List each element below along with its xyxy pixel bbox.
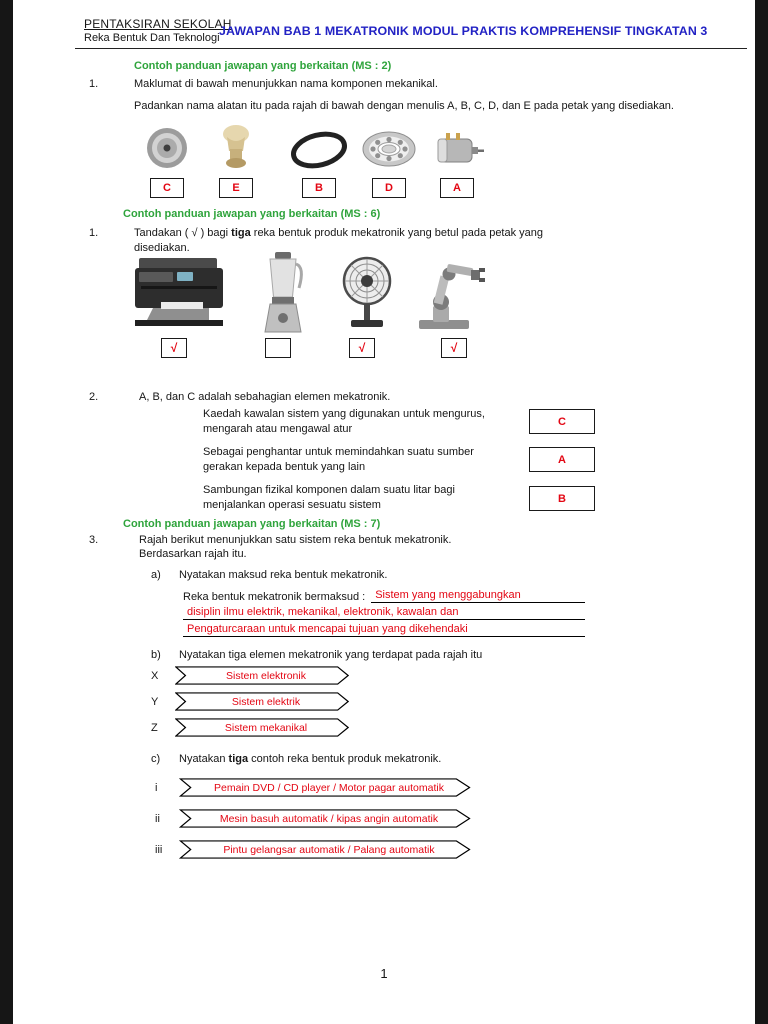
match-item-knob	[199, 121, 273, 198]
ms2-heading: Contoh panduan jawapan yang berkaitan (MS : 2)	[134, 60, 392, 72]
q3a-answer-block	[183, 587, 585, 637]
school-block	[84, 17, 232, 44]
ms2-answer-box-2	[219, 178, 253, 198]
ms2-answer-box-4	[372, 178, 406, 198]
q3c-answer-banner-i	[179, 778, 471, 797]
ms2-answer-1: C	[163, 182, 171, 194]
ms2-q1-number: 1.	[89, 78, 99, 90]
q3b-answer-banner-z	[175, 718, 349, 737]
ms2-answer-box-3	[302, 178, 336, 198]
q3b-answer-banner-y	[175, 692, 349, 711]
document-title: JAWAPAN BAB 1 MEKATRONIK MODUL PRAKTIS KOMPREHENSIF TINGKATAN 3	[219, 24, 708, 38]
q3c-label: c)	[151, 753, 161, 765]
ms6-check-1: √	[170, 341, 178, 355]
q2-answer-box-2	[529, 447, 595, 472]
q3b-answer-banner-x	[175, 666, 349, 685]
q2-answer-3: B	[558, 492, 566, 505]
ms2-answer-4: D	[385, 182, 393, 194]
q2-answer-box-1	[529, 409, 595, 434]
q2-answer-2: A	[558, 453, 566, 466]
q3a-answer-line-3: Pengaturcaraan untuk mencapai tujuan yang dikehendaki	[183, 620, 585, 637]
q3c-answer-banner-iii	[179, 840, 471, 859]
school-name: PENTAKSIRAN SEKOLAH	[84, 17, 232, 31]
ms2-answer-box-5	[440, 178, 474, 198]
q3b-item-label-x: X	[151, 670, 159, 682]
printer-image	[131, 252, 231, 339]
q3c-text-bold: tiga	[228, 753, 249, 765]
q3a-label: a)	[151, 569, 161, 581]
page-number: 1	[380, 966, 388, 981]
q2-answer-box-3	[529, 486, 595, 511]
belt-o-ring-image	[288, 121, 350, 171]
q2-statement-1: Kaedah kawalan sistem yang digunakan untuk mengurus, mengarah atau mengawal atur	[203, 408, 485, 435]
q3a-text: Nyatakan maksud reka bentuk mekatronik.	[179, 569, 388, 581]
q3-text-line2: Berdasarkan rajah itu.	[139, 548, 247, 560]
ms6-q1-number: 1.	[89, 227, 99, 239]
q3b-item-label-y: Y	[151, 696, 159, 708]
blender-image	[257, 250, 309, 341]
q3b-label: b)	[151, 649, 161, 661]
match-item-bearing	[352, 121, 426, 198]
ms2-answer-3: B	[315, 182, 323, 194]
ms6-q1-text	[134, 226, 554, 255]
q3c-answer-ii: Mesin basuh automatik / kipas angin automatik	[219, 812, 439, 825]
q3c-item-label-ii: ii	[155, 813, 160, 825]
q3c-answer-iii: Pintu gelangsar automatik / Palang automatik	[223, 843, 435, 856]
q3c-item-label-iii: iii	[155, 844, 163, 856]
q3c-answer-banner-ii	[179, 809, 471, 828]
knob-handle-image	[213, 121, 259, 171]
ms2-q1-text: Maklumat di bawah menunjukkan nama komponen mekanikal.	[134, 78, 438, 90]
ms2-answer-5: A	[453, 182, 461, 194]
match-item-belt	[282, 121, 356, 198]
ms6-heading: Contoh panduan jawapan yang berkaitan (MS : 6)	[123, 208, 381, 220]
q3c-text-pre: Nyatakan	[179, 753, 229, 765]
ms2-answer-box-1	[150, 178, 184, 198]
ms6-checkbox-1	[161, 338, 187, 358]
ball-bearing-image	[360, 121, 418, 171]
ms6-q1-text-bold: tiga	[231, 227, 251, 239]
ms6-check-4: √	[450, 341, 458, 355]
q3b-text: Nyatakan tiga elemen mekatronik yang terdapat pada rajah itu	[179, 649, 483, 661]
header-divider	[75, 48, 747, 49]
q3b-answer-y: Sistem elektrik	[231, 695, 301, 708]
q3c-text	[179, 752, 441, 767]
q3a-answer-prefix: Reka bentuk mekatronik bermaksud :	[183, 591, 366, 603]
match-item-pulley	[130, 121, 204, 198]
ms7-heading: Contoh panduan jawapan yang berkaitan (MS : 7)	[123, 518, 381, 530]
ms2-q1-instruction: Padankan nama alatan itu pada rajah di bawah dengan menulis A, B, C, D, dan E pada petak yang disediakan.	[134, 100, 674, 112]
q3a-answer-row-1	[183, 587, 585, 603]
q2-text: A, B, dan C adalah sebahagian elemen mekatronik.	[139, 391, 391, 403]
q3b-answer-z: Sistem mekanikal	[224, 721, 308, 734]
dc-motor-image	[428, 121, 486, 171]
ms6-checkbox-3	[349, 338, 375, 358]
q2-statement-2: Sebagai penghantar untuk memindahkan suatu sumber gerakan kepada bentuk yang lain	[203, 446, 474, 473]
robot-arm-image	[413, 254, 487, 337]
desk-fan-image	[337, 254, 397, 339]
q3c-text-post: contoh reka bentuk produk mekatronik.	[248, 753, 442, 765]
ms6-checkbox-4	[441, 338, 467, 358]
school-department: Reka Bentuk Dan Teknologi	[84, 32, 220, 44]
ms6-check-3: √	[358, 341, 366, 355]
q2-answer-1: C	[558, 415, 566, 428]
q3b-answer-x: Sistem elektronik	[226, 669, 306, 682]
q3a-answer-line-2: disiplin ilmu elektrik, mekanikal, elektronik, kawalan dan	[183, 603, 585, 620]
q3a-answer-line-1: Sistem yang menggabungkan	[371, 589, 585, 603]
ms2-answer-2: E	[232, 182, 240, 194]
q3b-item-label-z: Z	[151, 722, 158, 734]
q3c-item-label-i: i	[155, 782, 158, 794]
q3-text-line1: Rajah berikut menunjukkan satu sistem reka bentuk mekatronik.	[139, 534, 452, 546]
document-page	[13, 0, 755, 1024]
match-item-motor	[420, 121, 494, 198]
q3c-answer-i: Pemain DVD / CD player / Motor pagar automatik	[214, 781, 444, 794]
q2-number: 2.	[89, 391, 99, 403]
ms6-checkbox-2	[265, 338, 291, 358]
pulley-image	[138, 121, 196, 171]
q2-statement-3: Sambungan fizikal komponen dalam suatu litar bagi menjalankan operasi sesuatu sistem	[203, 484, 455, 511]
q3-number: 3.	[89, 534, 99, 546]
ms6-q1-text-post: reka bentuk produk mekatronik yang betul pada petak yang disediakan.	[134, 227, 544, 254]
ms6-q1-text-pre: Tandakan ( √ ) bagi	[134, 227, 232, 239]
